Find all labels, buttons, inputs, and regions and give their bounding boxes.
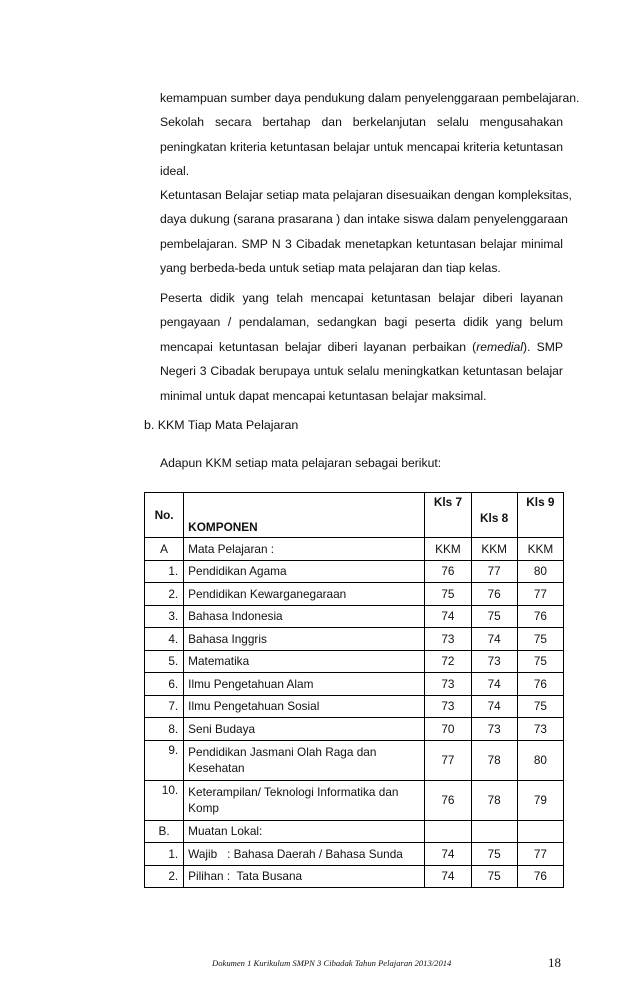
paragraph-line: yang berbeda-beda untuk setiap mata pelajaran dan tiap kelas. — [160, 261, 501, 276]
remedial-term: remedial — [476, 339, 523, 354]
row-kls9: 75 — [517, 628, 563, 651]
row-no: 5. — [145, 650, 184, 673]
row-kls7: 74 — [425, 843, 471, 866]
table-row — [145, 673, 564, 696]
header-kls7: Kls 7 — [425, 493, 471, 538]
section-b-row — [145, 820, 564, 843]
table-row — [145, 628, 564, 651]
paragraph-line: kemampuan sumber daya pendukung dalam penyelenggaraan pembelajaran. — [160, 91, 580, 105]
row-subject: Ilmu Pengetahuan Alam — [184, 673, 425, 696]
row-kls7: 76 — [425, 560, 471, 583]
intro-text: Adapun KKM setiap mata pelajaran sebagai berikut: — [160, 456, 442, 470]
row-kls9: 76 — [517, 865, 563, 888]
row-no: 2. — [145, 865, 184, 888]
page-footer: Dokumen 1 Kurikulum SMPN 3 Cibadak Tahun Pelajaran 2013/2014 — [212, 958, 452, 968]
row-kls7: 70 — [425, 718, 471, 741]
row-kls8: 78 — [471, 740, 517, 780]
table-row — [145, 843, 564, 866]
row-kls7: KKM — [425, 538, 471, 561]
section-a-row — [145, 538, 564, 561]
row-no: 3. — [145, 605, 184, 628]
table-row — [145, 780, 564, 820]
paragraph-line: minimal untuk dapat mencapai ketuntasan belajar maksimal. — [160, 388, 487, 403]
paragraph-1 — [160, 86, 580, 184]
row-kls7: 77 — [425, 740, 471, 780]
row-label: Muatan Lokal: — [184, 820, 425, 843]
row-kls7: 72 — [425, 650, 471, 673]
row-kls8: 73 — [471, 718, 517, 741]
row-no: 6. — [145, 673, 184, 696]
row-subject: Seni Budaya — [184, 718, 425, 741]
row-kls7 — [425, 820, 471, 843]
row-subject: Wajib : Bahasa Daerah / Bahasa Sunda — [184, 843, 425, 866]
row-kls8: 78 — [471, 780, 517, 820]
row-kls7: 75 — [425, 583, 471, 606]
row-kls9: 79 — [517, 780, 563, 820]
paragraph-line: pembelajaran. SMP N 3 Cibadak menetapkan ketuntasan belajar minimal — [160, 236, 563, 251]
row-subject: Pendidikan Agama — [184, 560, 425, 583]
row-subject: Keterampilan/ Teknologi Informatika dan Komp — [184, 780, 425, 820]
row-kls9 — [517, 820, 563, 843]
row-kls9: 76 — [517, 673, 563, 696]
table-row — [145, 718, 564, 741]
row-no: 8. — [145, 718, 184, 741]
paragraph-3 — [160, 286, 563, 408]
row-no: B. — [145, 820, 184, 843]
table-row — [145, 865, 564, 888]
row-kls8: 74 — [471, 695, 517, 718]
paragraph-line: pengayaan / pendalaman, sedangkan bagi peserta didik yang belum — [160, 315, 563, 330]
row-kls9: 76 — [517, 605, 563, 628]
paragraph-line: Peserta didik yang telah mencapai ketuntasan belajar diberi layanan — [160, 291, 563, 305]
section-heading: b. KKM Tiap Mata Pelajaran — [144, 418, 299, 432]
paragraph-line: Sekolah secara bertahap dan berkelanjutan selalu mengusahakan — [160, 115, 563, 130]
row-subject: Pendidikan Jasmani Olah Raga dan Kesehatan — [184, 740, 425, 780]
row-no: 4. — [145, 628, 184, 651]
table-row — [145, 740, 564, 780]
row-kls8: 74 — [471, 673, 517, 696]
paragraph-2 — [160, 183, 572, 281]
table-row — [145, 650, 564, 673]
row-kls7: 74 — [425, 605, 471, 628]
row-kls8: 73 — [471, 650, 517, 673]
kkm-table — [144, 492, 564, 888]
header-kls8: Kls 8 — [471, 493, 517, 538]
row-kls8: 76 — [471, 583, 517, 606]
row-kls9: KKM — [517, 538, 563, 561]
table-row — [145, 560, 564, 583]
row-subject: Pendidikan Kewarganegaraan — [184, 583, 425, 606]
paragraph-line: ideal. — [160, 164, 190, 179]
row-kls8: KKM — [471, 538, 517, 561]
row-label: Mata Pelajaran : — [184, 538, 425, 561]
row-kls9: 77 — [517, 843, 563, 866]
row-no: A — [145, 538, 184, 561]
paragraph-line: Ketuntasan Belajar setiap mata pelajaran disesuaikan dengan kompleksitas, — [160, 188, 572, 202]
row-subject: Ilmu Pengetahuan Sosial — [184, 695, 425, 718]
table-row — [145, 583, 564, 606]
row-subject: Matematika — [184, 650, 425, 673]
row-kls8: 75 — [471, 605, 517, 628]
row-kls7: 73 — [425, 695, 471, 718]
paragraph-line: mencapai ketuntasan belajar diberi layanan perbaikan (remedial). SMP — [160, 339, 563, 354]
paragraph-line: peningkatan kriteria ketuntasan belajar untuk mencapai kriteria ketuntasan — [160, 139, 563, 154]
row-no: 2. — [145, 583, 184, 606]
row-kls9: 73 — [517, 718, 563, 741]
paragraph-line: daya dukung (sarana prasarana ) dan intake siswa dalam penyelenggaraan — [160, 212, 568, 227]
row-subject: Pilihan : Tata Busana — [184, 865, 425, 888]
row-subject: Bahasa Indonesia — [184, 605, 425, 628]
row-kls8: 75 — [471, 865, 517, 888]
row-kls8: 75 — [471, 843, 517, 866]
row-kls7: 73 — [425, 628, 471, 651]
paragraph-line: Negeri 3 Cibadak berupaya untuk selalu meningkatkan ketuntasan belajar — [160, 364, 563, 379]
table-row — [145, 695, 564, 718]
row-kls7: 73 — [425, 673, 471, 696]
row-no: 1. — [145, 843, 184, 866]
header-komponen: KOMPONEN — [184, 493, 425, 538]
row-no: 10. — [145, 780, 184, 820]
row-kls8: 74 — [471, 628, 517, 651]
page-number: 18 — [548, 955, 561, 970]
row-kls7: 74 — [425, 865, 471, 888]
row-kls9: 77 — [517, 583, 563, 606]
table-row — [145, 605, 564, 628]
header-no: No. — [145, 493, 184, 538]
row-subject: Bahasa Inggris — [184, 628, 425, 651]
row-no: 9. — [145, 740, 184, 780]
header-kls9: Kls 9 — [517, 493, 563, 538]
row-kls9: 80 — [517, 560, 563, 583]
row-no: 1. — [145, 560, 184, 583]
row-kls8 — [471, 820, 517, 843]
row-no: 7. — [145, 695, 184, 718]
row-kls9: 80 — [517, 740, 563, 780]
row-kls8: 77 — [471, 560, 517, 583]
row-kls9: 75 — [517, 695, 563, 718]
row-kls7: 76 — [425, 780, 471, 820]
row-kls9: 75 — [517, 650, 563, 673]
table-header-row — [145, 493, 564, 538]
